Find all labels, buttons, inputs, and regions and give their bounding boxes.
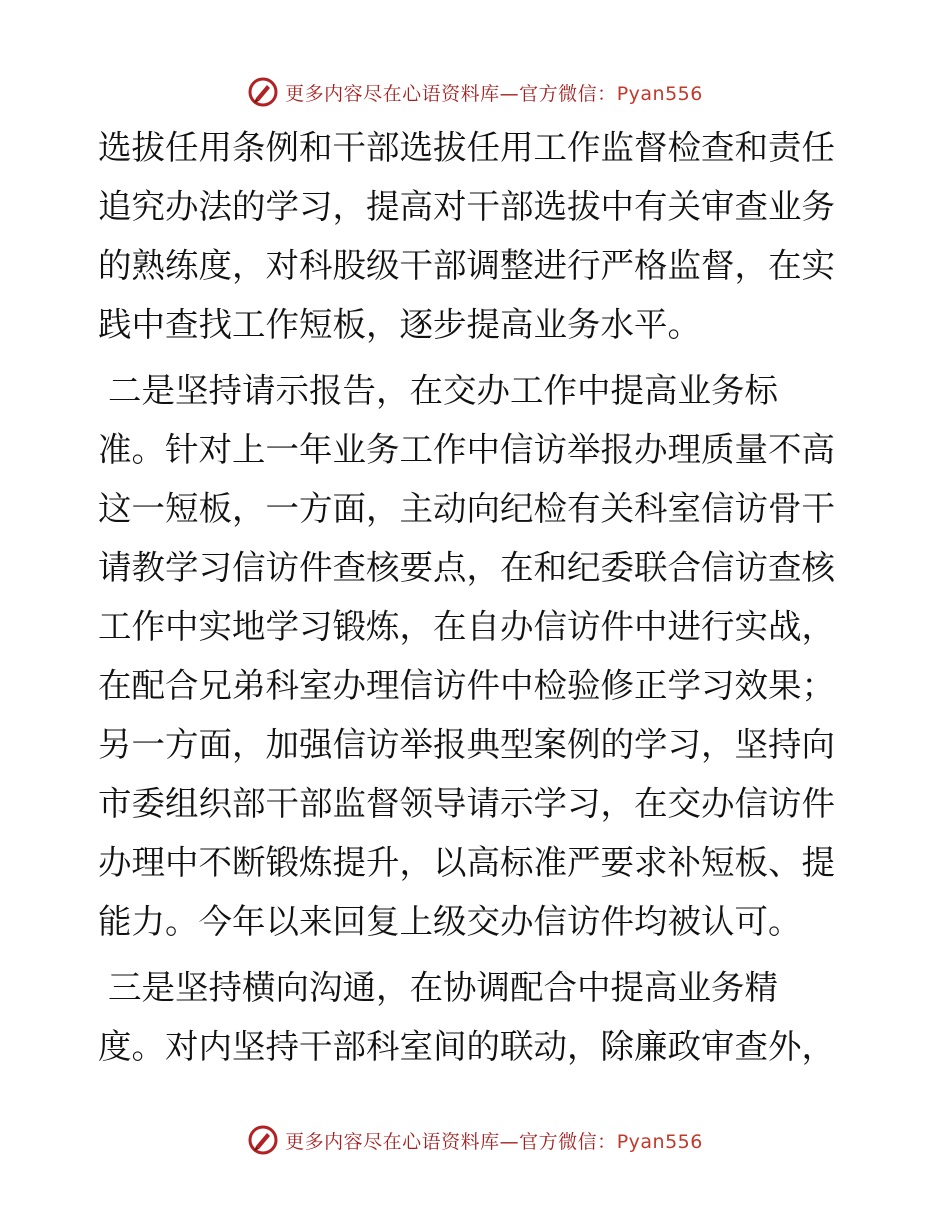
header-banner-title: 更多内容尽在心语资料库 (285, 82, 500, 105)
text-line: 二是坚持请示报告，在交办工作中提高业务标 (108, 371, 778, 410)
document-body (98, 118, 850, 1076)
text-line: 在配合兄弟科室办理信访件中检验修正学习效果； (98, 666, 835, 705)
footer-banner (0, 1120, 950, 1160)
footer-banner-contact-label: 官方微信： (519, 1130, 617, 1153)
paragraph-3 (98, 958, 850, 1076)
text-line: 三是坚持横向沟通，在协调配合中提高业务精 (108, 968, 778, 1007)
header-banner-text (285, 79, 703, 106)
text-line: 度。对内坚持干部科室间的联动，除廉政审查外， (98, 1027, 835, 1066)
text-line: 请教学习信访件查核要点，在和纪委联合信访查核 (98, 548, 835, 587)
paragraph-2 (98, 361, 850, 951)
text-line: 市委组织部干部监督领导请示学习，在交办信访件 (98, 784, 835, 823)
text-line: 这一短板，一方面，主动向纪检有关科室信访骨干 (98, 489, 835, 528)
text-line: 能力。今年以来回复上级交办信访件均被认可。 (98, 902, 802, 941)
text-line: 选拔任用条例和干部选拔任用工作监督检查和责任 (98, 128, 835, 167)
header-banner-separator: — (499, 82, 520, 105)
footer-banner-separator: — (499, 1130, 520, 1153)
footer-banner-title: 更多内容尽在心语资料库 (285, 1130, 500, 1153)
text-line: 工作中实地学习锻炼，在自办信访件中进行实战， (98, 607, 835, 646)
footer-banner-contact-handle: Pyan556 (616, 1130, 703, 1153)
text-line: 准。针对上一年业务工作中信访举报办理质量不高 (98, 430, 835, 469)
text-line: 的熟练度，对科股级干部调整进行严格监督，在实 (98, 246, 835, 285)
text-line: 追究办法的学习，提高对干部选拔中有关审查业务 (98, 187, 835, 226)
pen-circle-logo-icon (247, 1124, 279, 1156)
footer-banner-text (285, 1127, 703, 1154)
pen-circle-logo-icon (247, 76, 279, 108)
header-banner-contact-label: 官方微信： (519, 82, 617, 105)
text-line: 办理中不断锻炼提升，以高标准严要求补短板、提 (98, 843, 835, 882)
text-line: 践中查找工作短板，逐步提高业务水平。 (98, 305, 701, 344)
paragraph-1 (98, 118, 850, 354)
header-banner-contact-handle: Pyan556 (616, 82, 703, 105)
header-banner (0, 72, 950, 112)
text-line: 另一方面，加强信访举报典型案例的学习，坚持向 (98, 725, 835, 764)
